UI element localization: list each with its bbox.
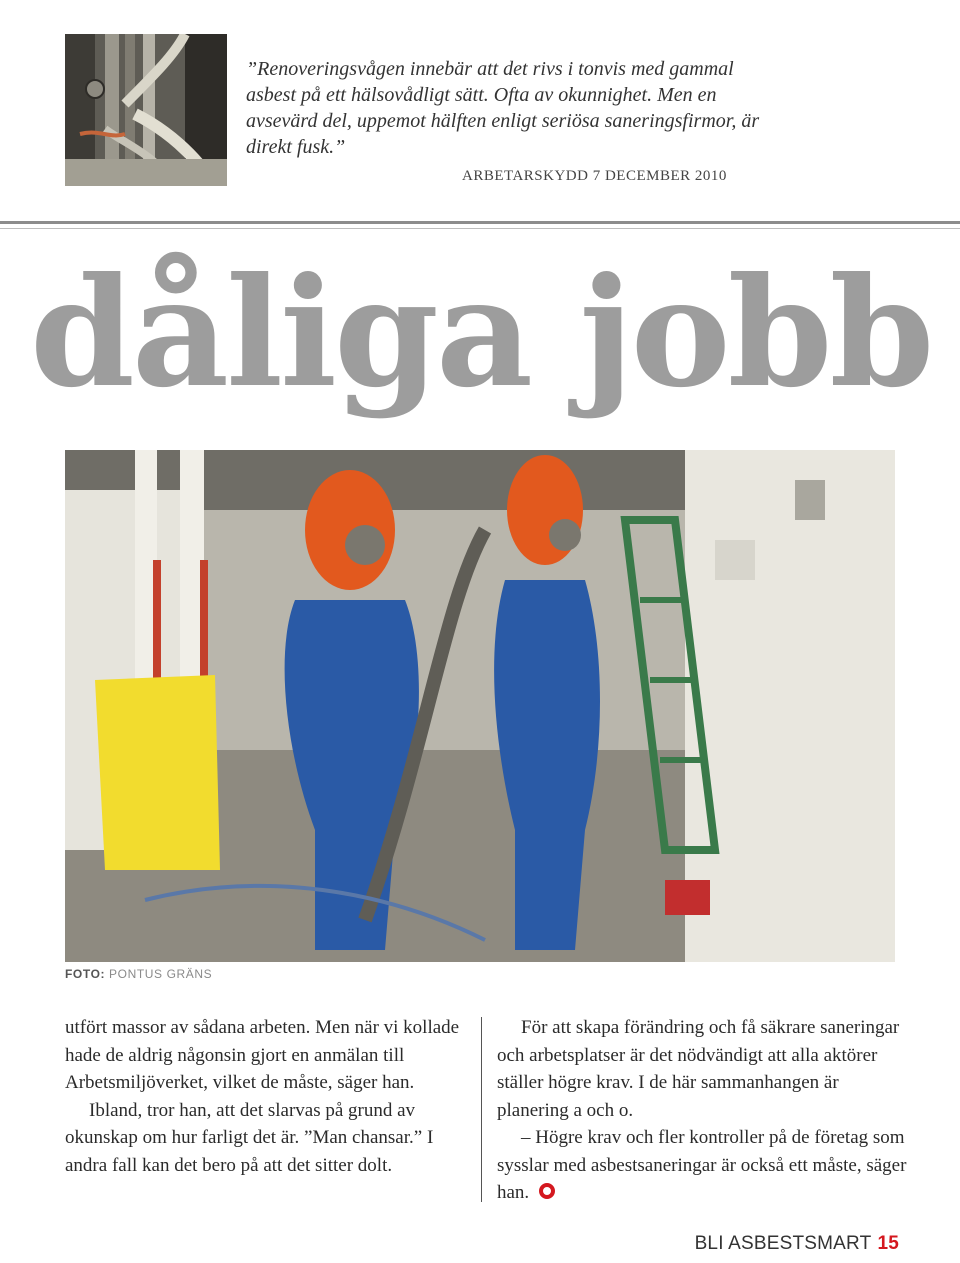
- body-paragraph: Ibland, tror han, att det slarvas på grund av okunskap om hur farligt det är. ”Man chansar.” I andra fall kan det bero på att det sitter dolt.: [65, 1099, 434, 1176]
- asbestos-workers-photo: [65, 450, 895, 962]
- photo-credit-name: PONTUS GRÄNS: [109, 967, 213, 981]
- page-number: 15: [877, 1233, 899, 1254]
- photo-credit: [65, 967, 212, 981]
- page-footer: [695, 1233, 899, 1255]
- body-paragraph: För att skapa förändring och få säkrare saneringar och arbetsplatser är det nödvändigt att alla aktörer ställer högre krav. I de här sammanhangen är planering a och o.: [497, 1017, 900, 1121]
- quote-source: ARBETARSKYDD 7 DECEMBER 2010: [462, 168, 727, 184]
- column-divider: [481, 1017, 482, 1202]
- body-paragraph-final: [497, 1124, 907, 1207]
- body-paragraph-text: – Högre krav och fler kontroller på de företag som sysslar med asbestsaneringar är också ett måste, säger han.: [497, 1127, 907, 1203]
- divider-rule: [0, 221, 960, 224]
- workers-illustration: [65, 450, 895, 962]
- headline: dåliga jobb: [30, 245, 932, 421]
- body-column-right: [497, 1014, 907, 1207]
- footer-section: BLI ASBESTSMART: [694, 1233, 872, 1254]
- photo-credit-label: FOTO:: [65, 967, 106, 981]
- divider-rule-thin: [0, 228, 960, 229]
- body-paragraph: utfört massor av sådana arbeten. Men när vi kollade hade de aldrig någonsin gjort en anmälan till Arbetsmiljöverket, vilket de måste, säger han.: [65, 1017, 460, 1093]
- pipes-illustration: [65, 34, 227, 186]
- pull-quote: ”Renoveringsvågen innebär att det rivs i tonvis med gammal asbest på ett hälsovådligt sätt. Ofta av okunnighet. Men en avsevärd del, uppemot hälften enligt seriösa saneringsfirmor, är direkt fusk.”: [246, 58, 760, 158]
- end-mark-icon: [539, 1183, 555, 1199]
- body-column-left: [65, 1014, 465, 1179]
- pipes-photo: [65, 34, 227, 186]
